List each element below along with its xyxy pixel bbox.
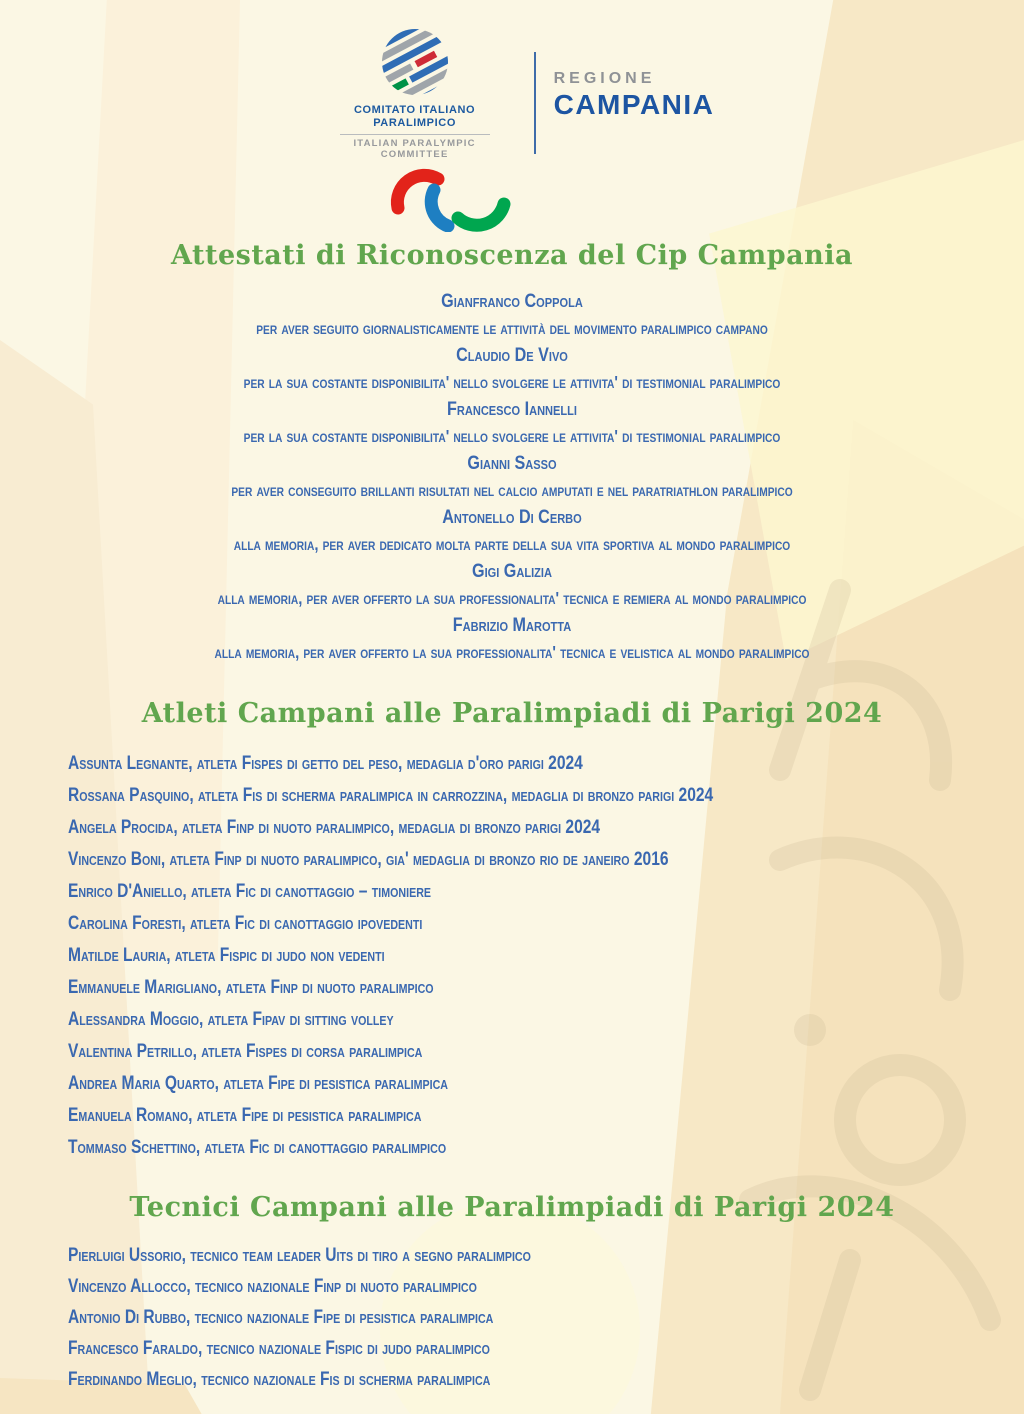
attestato-entry <box>0 396 1024 450</box>
recipient-citation: alla memoria, per aver dedicato molta parte della sua vita sportiva al mondo paralimpico <box>233 534 791 554</box>
section-title-attestati: Attestati di Riconoscenza del Cip Campania <box>171 240 853 271</box>
recipient-citation: per aver conseguito brillanti risultati nel calcio amputati e nel paratriathlon paralimpico <box>231 480 793 500</box>
athlete-item: Angela Procida, atleta Finp di nuoto paralimpico, medaglia di bronzo parigi 2024 <box>68 817 601 838</box>
recipient-citation: alla memoria, per aver offerto la sua professionalita' tecnica e velistica al mondo paralimpico <box>214 642 810 662</box>
recipient-name: Gianfranco Coppola <box>441 291 583 312</box>
recipient-name: Fabrizio Marotta <box>452 615 572 636</box>
attestato-entry <box>0 558 1024 612</box>
logo-row <box>310 24 715 160</box>
technician-item: Ferdinando Meglio, tecnico nazionale Fis di scherma paralimpica <box>68 1369 491 1390</box>
athlete-item: Assunta Legnante, atleta Fispes di getto del peso, medaglia d'oro parigi 2024 <box>68 753 583 774</box>
cip-name-english <box>353 138 475 160</box>
recipient-name: Gianni Sasso <box>467 453 557 474</box>
globe-icon <box>375 24 455 100</box>
recipient-citation: per la sua costante disponibilita' nello svolgere le attivita' di testimonial paralimpico <box>243 426 781 446</box>
recipient-name: Gigi Galizia <box>472 561 552 582</box>
technicians-list <box>68 1240 1024 1395</box>
recipient-name: Claudio De Vivo <box>456 345 568 366</box>
athlete-item: Enrico D'Aniello, atleta Fic di canottaggio – timoniere <box>68 881 432 902</box>
technician-item: Francesco Faraldo, tecnico nazionale Fispic di judo paralimpico <box>68 1338 490 1359</box>
athlete-item: Emmanuele Marigliano, atleta Finp di nuoto paralimpico <box>68 977 434 998</box>
athlete-item: Alessandra Moggio, atleta Fipav di sitting volley <box>68 1009 394 1030</box>
recipient-name: Antonello Di Cerbo <box>442 507 582 528</box>
athlete-item: Carolina Foresti, atleta Fic di canottaggio ipovedenti <box>68 913 423 934</box>
attestato-entry <box>0 612 1024 666</box>
attestato-entry <box>0 504 1024 558</box>
recipient-citation: alla memoria, per aver offerto la sua professionalita' tecnica e remiera al mondo paralimpico <box>217 588 807 608</box>
technician-item: Pierluigi Ussorio, tecnico team leader Uits di tiro a segno paralimpico <box>68 1245 531 1266</box>
athlete-item: Andrea Maria Quarto, atleta Fipe di pesistica paralimpica <box>68 1073 448 1094</box>
technician-item: Vincenzo Allocco, tecnico nazionale Finp di nuoto paralimpico <box>68 1276 477 1297</box>
recipient-name: Francesco Iannelli <box>447 399 577 420</box>
section-title-atleti: Atleti Campani alle Paralimpiadi di Parigi 2024 <box>141 698 883 729</box>
section-title-tecnici: Tecnici Campani alle Paralimpiadi di Parigi 2024 <box>129 1192 895 1223</box>
athlete-item: Tommaso Schettino, atleta Fic di canottaggio paralimpico <box>68 1137 447 1158</box>
athlete-item: Matilde Lauria, atleta Fispic di judo non vedenti <box>68 945 385 966</box>
attestato-entry <box>0 450 1024 504</box>
athlete-item: Rossana Pasquino, atleta Fis di scherma paralimpica in carrozzina, medaglia di bronzo parigi 2024 <box>68 785 714 806</box>
recipient-citation: per aver seguito giornalisticamente le attività del movimento paralimpico campano <box>256 318 768 338</box>
region-label: REGIONE <box>553 70 656 87</box>
attestato-entry <box>0 288 1024 342</box>
technician-item: Antonio Di Rubbo, tecnico nazionale Fipe di pesistica paralimpica <box>68 1307 494 1328</box>
athlete-item: Valentina Petrillo, atleta Fispes di corsa paralimpica <box>68 1041 423 1062</box>
attestato-entry <box>0 342 1024 396</box>
cip-name-line2: PARALIMPICO <box>373 117 456 129</box>
cip-name <box>354 104 475 130</box>
cip-name-line1: COMITATO ITALIANO <box>353 104 476 116</box>
attestati-list <box>0 288 1024 666</box>
cip-english-line2: COMMITTEE <box>380 149 449 160</box>
athletes-list <box>68 748 1024 1164</box>
paralympic-agitos-icon <box>384 166 544 232</box>
region-campania-logo <box>554 70 715 121</box>
cip-logo-block <box>310 24 520 160</box>
region-name: CAMPANIA <box>553 89 715 120</box>
vertical-divider <box>534 52 536 154</box>
athlete-item: Emanuela Romano, atleta Fipe di pesistica paralimpica <box>68 1105 422 1126</box>
recipient-citation: per la sua costante disponibilita' nello svolgere le attivita' di testimonial paralimpico <box>243 372 781 392</box>
athlete-item: Vincenzo Boni, atleta Finp di nuoto paralimpico, gia' medaglia di bronzo rio de janeiro 2016 <box>68 849 669 870</box>
cip-english-line1: ITALIAN PARALYMPIC <box>353 138 476 149</box>
cip-divider-rule <box>340 134 490 135</box>
header <box>0 0 1024 160</box>
